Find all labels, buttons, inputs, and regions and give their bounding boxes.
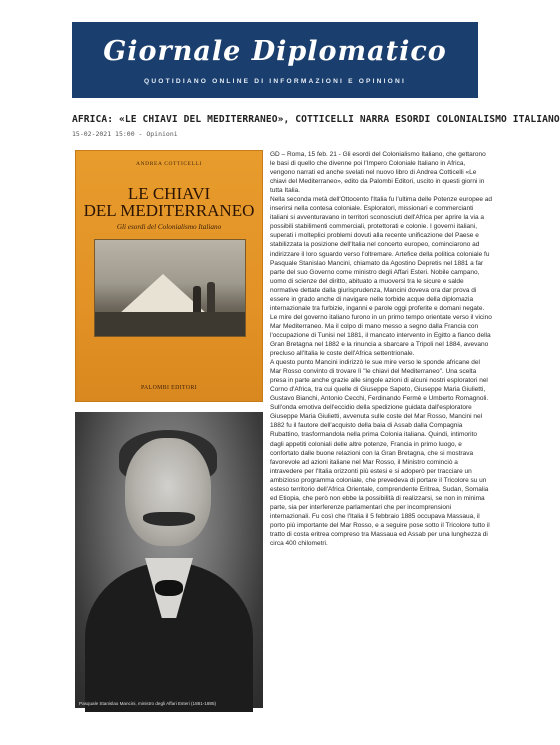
book-title bbox=[76, 185, 262, 219]
article-paragraph: A questo punto Mancini indirizzò le sue mire verso le sponde africane del Mar Rosso convinto di trovare lì "le chiavi del Mediterraneo". Una scelta presa in parte anche grazie alle singole azioni di alcuni nostri esploratori nel Corno d'Africa, tra cui quelle di Giuseppe Sapeto, Giuseppe Maria Giulietti, Gustavo Bianchi, Antonio Cecchi, Ferdinando Fermè e Umberto Romagnoli. bbox=[270, 359, 489, 403]
article-paragraph: Sull'onda emotiva dell'eccidio della spedizione guidata dall'esploratore Giuseppe Maria Giulietti, avvenuta sulle coste del Mar Rosso, Mancini nel 1882 fu il fautore dell'acquisto della baia di Assab dalla Compagnia Rubattino, trasformandola nella prima Colonia italiana. Quindi, intimorito dagli appetiti coloniali delle altre potenze, Francia in primo luogo, e confortato dalle buone relazioni con la Gran Bretagna, che si mostrava favorevole ad azioni italiane nel Mar Rosso, il Ministro cominciò a intravedere per l'Italia orizzonti più estesi e si adoperò per tracciare un ambizioso programma coloniale, che prevedeva di portare il Tricolore su un esteso territorio dell'Africa Orientale, comprendente Eritrea, Sudan, Somalia ed Etiopia, che però non ebbe la possibilità di realizzarsi, se non in minima parte, sia per interferenze parlamentari che per incomprensioni internazionali. Fu così che l'Italia il 5 febbraio 1885 occupava Massaua, il porto più importante del Mar Rosso, e a seguire pose sotto il Tricolore tutto il tratto di costa eritrea compreso tra Massaua ed Assab per una lunghezza di circa 400 chilometri. bbox=[270, 404, 490, 548]
book-publisher: PALOMBI EDITORI bbox=[140, 385, 198, 391]
portrait-head bbox=[125, 438, 211, 546]
site-tagline: QUOTIDIANO ONLINE DI INFORMAZIONI E OPINIONI bbox=[143, 78, 406, 85]
masthead[interactable] bbox=[72, 22, 478, 98]
book-cover-photo bbox=[94, 239, 246, 337]
book-title-line1: LE CHIAVI bbox=[127, 184, 211, 203]
portrait-tie bbox=[155, 580, 183, 596]
portrait-image[interactable] bbox=[75, 412, 263, 708]
article-body bbox=[270, 150, 492, 710]
site-logo[interactable]: Giornale Diplomatico bbox=[103, 36, 447, 67]
article-paragraph: Le mire del governo italiano furono in un primo tempo orientate verso il vicino Mar Mediterraneo. Ma il colpo di mano messo a segno dalla Francia con l'occupazione di Tunisi nel 1881, il mancato intervento in Egitto a fianco della Gran Bretagna nel 1882 e la rinuncia a sbarcare a Tripoli nel 1884, avevano precluso all'Italia le coste dell'Africa settentrionale. bbox=[270, 313, 492, 358]
article-headline[interactable]: AFRICA: «LE CHIAVI DEL MEDITERRANEO», COTTICELLI NARRA ESORDI COLONIALISMO ITALIANO bbox=[72, 114, 560, 125]
portrait-caption: Pasquale Stanislao Mancini, ministro degli Affari Esteri (1881-1885) bbox=[79, 701, 217, 706]
portrait-mustache bbox=[143, 512, 195, 526]
ground-shape bbox=[95, 312, 245, 336]
book-title-line2: DEL MEDITERRANEO bbox=[83, 201, 255, 220]
article-paragraph: GD – Roma, 15 feb. 21 - Gli esordi del Colonialismo Italiano, che gettarono le basi di quello che divenne poi l'Impero Coloniale Italiano in Africa, vengono narrati ed anche svelati nel nuovo libro di Andrea Cotticelli «Le chiavi del Mediterraneo», edito da Palombi Editori, uscito in questi giorni in tutta Italia. bbox=[270, 151, 486, 195]
book-author: ANDREA COTTICELLI bbox=[136, 161, 202, 167]
figure-shape bbox=[207, 282, 215, 316]
article-paragraph: Nella seconda metà dell'Ottocento l'Italia fu l'ultima delle Potenze europee ad inserirsi nella contesa coloniale. Esploratori, missionari e commercianti italiani si avventuravano in territori sconosciuti dell'Africa per aprire la via a possibili stabilimenti commerciali, protettorati e colonie. I governi italiani, superati i molteplici problemi dovuti alla recente unificazione del Paese e stabilizzata la posizione dell'Italia nel concerto europeo, cominciarono ad indirizzare il loro sguardo verso l'oltremare. Artefice della politica coloniale fu Pasquale Stanislao Mancini, chiamato da Agostino Depretis nel 1881 a far parte del suo Governo come ministro degli Affari Esteri. Nobile campano, uomo di scienze del diritto, abituato a muoversi tra le sicure e salde normative dettate dalla giurisprudenza, Mancini doveva ora dar prova di essere in grado anche di navigare nelle torbide acque della diplomazia internazionale tra furbizie, inganni e parole oggi proferite e domani negate. bbox=[270, 196, 492, 312]
book-cover-image[interactable] bbox=[75, 150, 263, 402]
book-subtitle: Gli esordi del Colonialismo Italiano bbox=[116, 223, 222, 231]
article-dateline: 15-02-2021 15:00 - Opinioni bbox=[72, 130, 178, 138]
